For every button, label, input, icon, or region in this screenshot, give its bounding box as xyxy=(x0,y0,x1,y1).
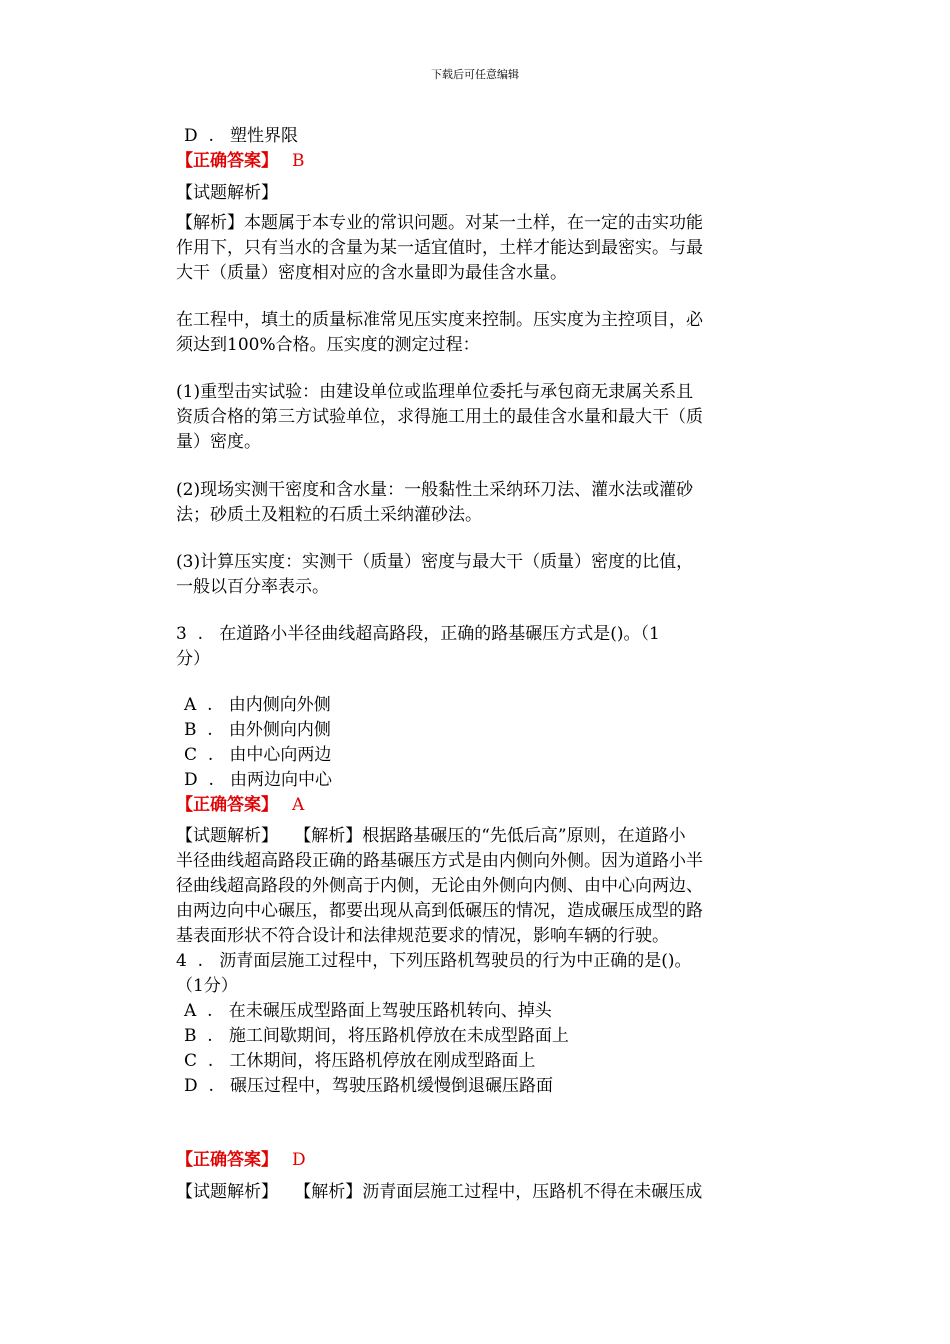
q4-answer-row xyxy=(176,1148,306,1173)
answer-value: D xyxy=(292,1150,306,1170)
q3-analysis-line5: 基表面形状不符合设计和法律规范要求的情况，影响车辆的行驶。 xyxy=(176,926,669,946)
q3-answer-row xyxy=(176,793,304,818)
q4-question-line1: 4 . 沥青面层施工过程中，下列压路机驾驶员的行为中正确的是()。 xyxy=(176,951,692,971)
q3-option-d: D . 由两边向中心 xyxy=(184,770,333,790)
q2-para1-line2: 作用下，只有当水的含量为某一适宜值时，土样才能达到最密实。与最 xyxy=(176,238,703,258)
q4-option-a: A . 在未碾压成型路面上驾驶压路机转向、掉头 xyxy=(184,1001,552,1021)
q2-para4-line2: 法；砂质土及粗粒的石质土采纳灌砂法。 xyxy=(176,505,482,525)
q4-option-d: D . 碾压过程中，驾驶压路机缓慢倒退碾压路面 xyxy=(184,1076,554,1096)
q2-answer-row xyxy=(176,149,305,174)
q2-para1-line3: 大干（质量）密度相对应的含水量即为最佳含水量。 xyxy=(176,263,567,283)
answer-label: 【正确答案】 xyxy=(176,151,278,171)
q3-analysis-line4: 由两边向中心碾压，都要出现从高到低碾压的情况，造成碾压成型的路 xyxy=(176,901,703,921)
q4-analysis-line1: 【试题解析】 【解析】沥青面层施工过程中，压路机不得在未碾压成 xyxy=(176,1182,703,1202)
q2-para3-line3: 量）密度。 xyxy=(176,432,261,452)
q2-para2-line1: 在工程中，填土的质量标准常见压实度来控制。压实度为主控项目，必 xyxy=(176,310,703,330)
q4-option-c: C . 工休期间，将压路机停放在刚成型路面上 xyxy=(184,1051,536,1071)
q3-option-c: C . 由中心向两边 xyxy=(184,745,332,765)
q3-question-line1: 3 . 在道路小半径曲线超高路段，正确的路基碾压方式是()。（1 xyxy=(176,624,660,644)
q4-question-line2: （1分） xyxy=(176,976,238,996)
q2-para2-line2: 须达到100%合格。压实度的测定过程： xyxy=(176,335,480,355)
q2-para1-line1: 【解析】本题属于本专业的常识问题。对某一土样，在一定的击实功能 xyxy=(176,213,703,233)
answer-value: A xyxy=(292,795,305,815)
q2-para5-line2: 一般以百分率表示。 xyxy=(176,577,329,597)
q3-option-b: B . 由外侧向内侧 xyxy=(184,720,331,740)
answer-label: 【正确答案】 xyxy=(176,795,278,815)
answer-label: 【正确答案】 xyxy=(176,1150,278,1170)
answer-value: B xyxy=(292,151,305,171)
q4-option-b: B . 施工间歇期间，将压路机停放在未成型路面上 xyxy=(184,1026,569,1046)
q2-para3-line1: (1)重型击实试验：由建设单位或监理单位委托与承包商无隶属关系且 xyxy=(176,382,694,402)
q3-analysis-line1: 【试题解析】 【解析】根据路基碾压的“先低后高”原则，在道路小 xyxy=(176,826,686,846)
q3-analysis-line3: 径曲线超高路段的外侧高于内侧，无论由外侧向内侧、由中心向两边、 xyxy=(176,876,703,896)
q2-para4-line1: (2)现场实测干密度和含水量：一般黏性土采纳环刀法、灌水法或灌砂 xyxy=(176,480,694,500)
page-header: 下载后可任意编辑 xyxy=(431,68,519,81)
q2-para3-line2: 资质合格的第三方试验单位，求得施工用土的最佳含水量和最大干（质 xyxy=(176,407,703,427)
q2-option-d: D . 塑性界限 xyxy=(184,126,299,146)
q3-option-a: A . 由内侧向外侧 xyxy=(184,695,331,715)
q2-analysis-title: 【试题解析】 xyxy=(176,183,278,203)
q3-question-line2: 分） xyxy=(176,649,210,669)
q3-analysis-line2: 半径曲线超高路段正确的路基碾压方式是由内侧向外侧。因为道路小半 xyxy=(176,851,703,871)
q2-para5-line1: (3)计算压实度：实测干（质量）密度与最大干（质量）密度的比值， xyxy=(176,552,694,572)
